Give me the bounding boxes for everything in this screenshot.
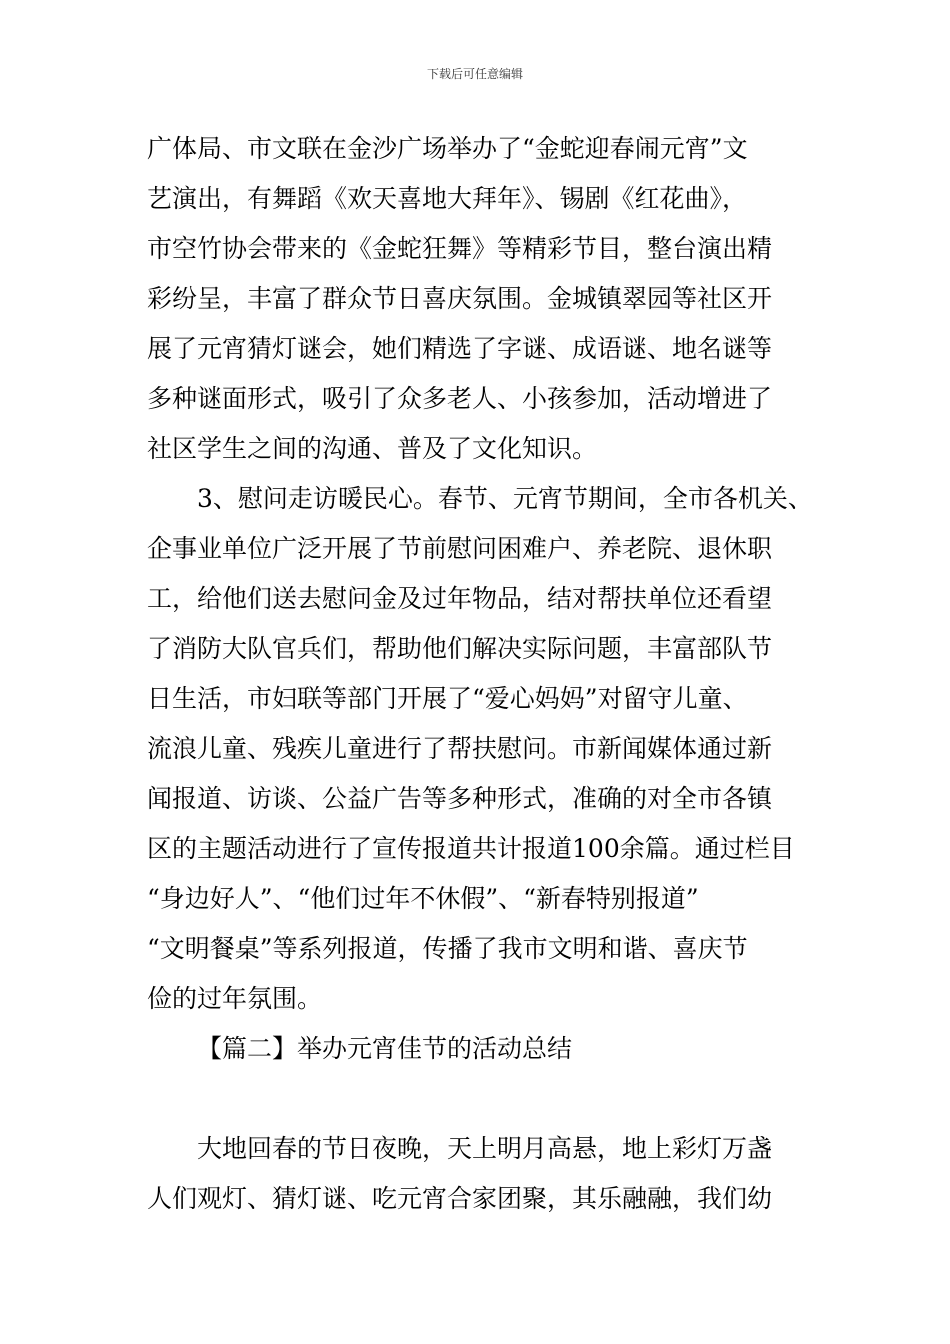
text-line: 企事业单位广泛开展了节前慰问困难户、养老院、退休职	[147, 534, 773, 563]
text-line: 了消防大队官兵们，帮助他们解决实际问题，丰富部队节	[147, 634, 773, 663]
paragraph-start-line: 大地回春的节日夜晚，天上明月高悬，地上彩灯万盏	[197, 1134, 773, 1163]
text-line: 多种谜面形式，吸引了众多老人、小孩参加，活动增进了	[147, 384, 773, 413]
text-line: 广体局、市文联在金沙广场举办了“金蛇迎春闹元宵”文	[147, 134, 748, 163]
text-line: 展了元宵猜灯谜会，她们精选了字谜、成语谜、地名谜等	[147, 334, 773, 363]
paragraph-start-line: 3、慰问走访暖民心。春节、元宵节期间，全市各机关、	[197, 484, 813, 513]
text-line: 市空竹协会带来的《金蛇狂舞》等精彩节目，整台演出精	[147, 234, 773, 263]
text-line: 俭的过年氛围。	[147, 984, 323, 1013]
section-heading: 【篇二】举办元宵佳节的活动总结	[197, 1034, 573, 1063]
text-line: 工，给他们送去慰问金及过年物品，结对帮扶单位还看望	[147, 584, 773, 613]
text-line: “文明餐桌”等系列报道，传播了我市文明和谐、喜庆节	[147, 934, 748, 963]
text-line: 彩纷呈，丰富了群众节日喜庆氛围。金城镇翠园等社区开	[147, 284, 773, 313]
text-line: 人们观灯、猜灯谜、吃元宵合家团聚，其乐融融，我们幼	[147, 1184, 773, 1213]
text-line: 区的主题活动进行了宣传报道共计报道100余篇。通过栏目	[147, 834, 795, 863]
text-line: 艺演出，有舞蹈《欢天喜地大拜年》、锡剧《红花曲》，	[147, 184, 748, 213]
header-note: 下载后可任意编辑	[426, 67, 523, 81]
text-line: 日生活，市妇联等部门开展了“爱心妈妈”对留守儿童、	[147, 684, 748, 713]
text-line: 流浪儿童、残疾儿童进行了帮扶慰问。市新闻媒体通过新	[147, 734, 773, 763]
text-line: 社区学生之间的沟通、普及了文化知识。	[147, 434, 598, 463]
text-line: “身边好人”、“他们过年不休假”、“新春特别报道”	[147, 884, 699, 913]
text-line: 闻报道、访谈、公益广告等多种形式，准确的对全市各镇	[147, 784, 773, 813]
